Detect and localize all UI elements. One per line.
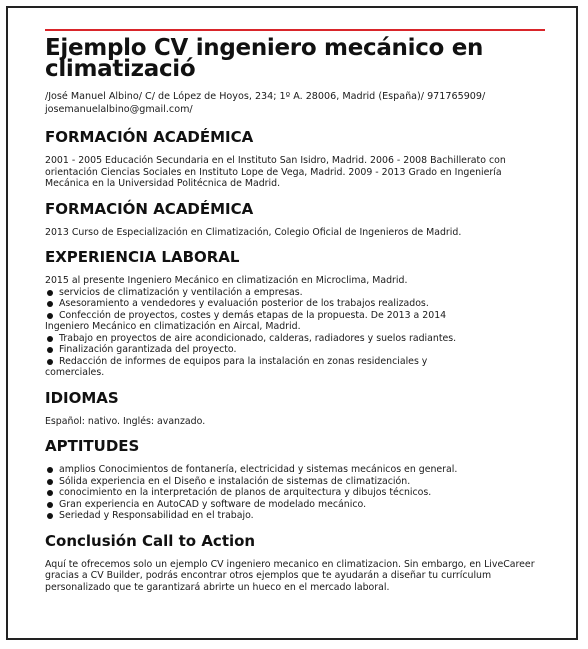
job-trail: comerciales. <box>45 367 105 378</box>
list-item: servicios de climatización y ventilación a empresas. <box>45 287 537 299</box>
list-item: Gran experiencia en AutoCAD y software de modelado mecánico. <box>45 499 537 511</box>
job-intro-2: Ingeniero Mecánico en climatización en Aircal, Madrid. <box>45 321 301 332</box>
section-heading: IDIOMAS <box>45 388 119 407</box>
job-bullets-1 <box>45 287 537 322</box>
section-heading: EXPERIENCIA LABORAL <box>45 248 240 266</box>
section-text: 2013 Curso de Especialización en Climatización, Colegio Oficial de Ingenieros de Madrid. <box>45 226 462 238</box>
list-item: Trabajo en proyectos de aire acondicionado, calderas, radiadores y suelos radiantes. <box>45 333 537 345</box>
list-item: Seriedad y Responsabilidad en el trabajo. <box>45 510 537 522</box>
section-heading: APTITUDES <box>45 437 140 455</box>
job-intro: 2015 al presente Ingeniero Mecánico en climatización en Microclima, Madrid. <box>45 275 408 286</box>
list-item: Sólida experiencia en el Diseño e instalación de sistemas de climatización. <box>45 476 537 488</box>
page-title: Ejemplo CV ingeniero mecánico en climatizació <box>45 35 484 82</box>
list-item: Redacción de informes de equipos para la instalación en zonas residenciales y <box>45 356 537 368</box>
section-heading: FORMACIÓN ACADÉMICA <box>45 199 254 218</box>
section-heading: Conclusión Call to Action <box>45 531 256 550</box>
list-item: Confección de proyectos, costes y demás etapas de la propuesta. De 2013 a 2014 <box>45 310 537 322</box>
section-formacion-1 <box>45 128 537 190</box>
list-item: Asesoramiento a vendedores y evaluación posterior de los trabajos realizados. <box>45 298 537 310</box>
section-experiencia <box>45 248 537 379</box>
section-text: 2001 - 2005 Educación Secundaria en el Instituto San Isidro, Madrid. 2006 - 2008 Bachillerato con orientación Ciencias Sociales en Instituto Lope de Vega, Madrid. 2009 - 2013 Grado en Ingeniería Mecánica en la Universidad Politécnica de Madrid. <box>45 155 506 189</box>
section-formacion-2 <box>45 200 537 239</box>
section-aptitudes <box>45 437 537 522</box>
section-text: Aquí te ofrecemos solo un ejemplo CV ingeniero mecanico en climatizacion. Sin embargo, en LiveCareer gracias a CV Builder, podrás encontrar otros ejemplos que te ayudarán a diseñar tu currículum personalizado que te garantizará abrirte un hueco en el mercado laboral. <box>45 558 535 593</box>
section-idiomas <box>45 389 537 428</box>
header-accent-line <box>45 29 545 31</box>
skills-list <box>45 464 537 522</box>
section-heading: FORMACIÓN ACADÉMICA <box>45 128 254 146</box>
contact-info: /José Manuel Albino/ C/ de López de Hoyos, 234; 1º A. 28006, Madrid (España)/ 971765909/ josemanuelalbino@gmail.com/ <box>45 91 486 115</box>
list-item: amplios Conocimientos de fontanería, electricidad y sistemas mecánicos en general. <box>45 464 537 476</box>
list-item: conocimiento en la interpretación de planos de arquitectura y dibujos técnicos. <box>45 487 537 499</box>
job-bullets-2 <box>45 333 537 368</box>
list-item: Finalización garantizada del proyecto. <box>45 344 537 356</box>
resume-document <box>45 35 537 603</box>
section-text: Español: nativo. Inglés: avanzado. <box>45 415 206 427</box>
section-conclusion <box>45 532 537 594</box>
